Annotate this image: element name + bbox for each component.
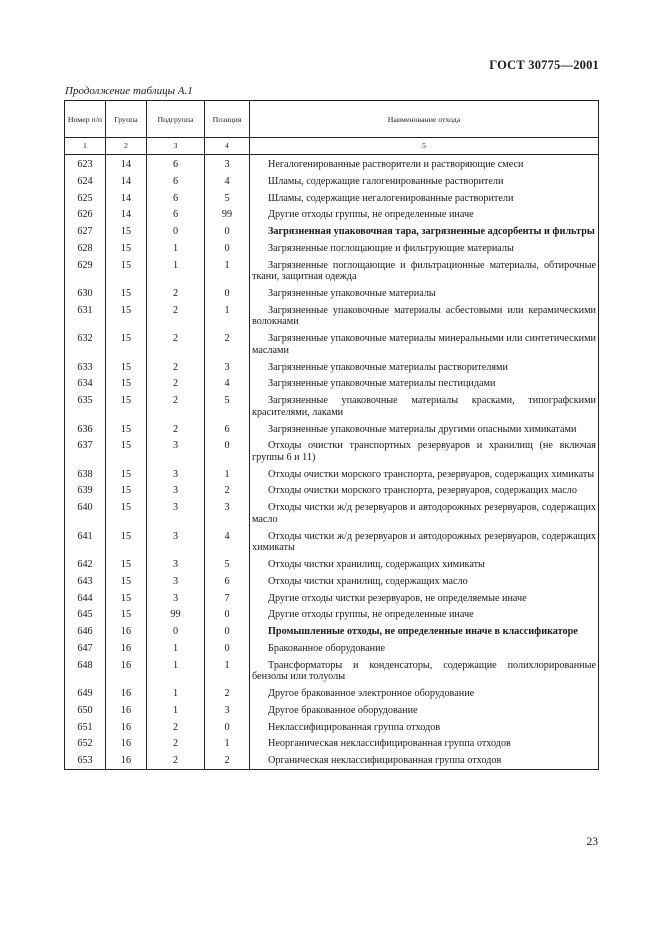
position-cell: 3	[205, 359, 250, 376]
waste-name-cell: Загрязненные поглощающие и фильтрационные материалы, обтирочные ткани, защитная одежда	[250, 257, 599, 285]
table-row	[65, 302, 599, 330]
group-cell: 16	[106, 685, 147, 702]
group-cell: 15	[106, 590, 147, 607]
subgroup-cell: 1	[147, 240, 205, 257]
column-number: 5	[250, 138, 599, 155]
group-cell: 15	[106, 257, 147, 285]
row-number-cell: 635	[65, 393, 106, 421]
position-cell: 5	[205, 556, 250, 573]
position-cell: 0	[205, 719, 250, 736]
group-cell: 15	[106, 528, 147, 556]
column-header-group: Группа	[106, 101, 147, 138]
table-row	[65, 438, 599, 466]
table-row	[65, 207, 599, 224]
waste-name-cell: Отходы очистки транспортных резервуаров и хранилищ (не включая группы 6 и 11)	[250, 438, 599, 466]
waste-name-cell: Загрязненные упаковочные материалы	[250, 285, 599, 302]
group-cell: 16	[106, 624, 147, 641]
row-number-cell: 639	[65, 483, 106, 500]
waste-name-cell: Загрязненные упаковочные материалы минеральными или синтетическими маслами	[250, 331, 599, 359]
subgroup-cell: 2	[147, 302, 205, 330]
waste-name-cell: Загрязненные упаковочные материалы растворителями	[250, 359, 599, 376]
table-row	[65, 702, 599, 719]
row-number-cell: 627	[65, 224, 106, 241]
table-row	[65, 624, 599, 641]
position-cell: 1	[205, 736, 250, 753]
column-number-row	[65, 138, 599, 155]
row-number-cell: 629	[65, 257, 106, 285]
position-cell: 0	[205, 640, 250, 657]
subgroup-cell: 3	[147, 500, 205, 528]
row-number-cell: 644	[65, 590, 106, 607]
row-number-cell: 651	[65, 719, 106, 736]
waste-name-cell: Другое бракованное оборудование	[250, 702, 599, 719]
waste-name-cell: Отходы чистки хранилищ, содержащих химикаты	[250, 556, 599, 573]
position-cell: 1	[205, 257, 250, 285]
group-cell: 15	[106, 302, 147, 330]
subgroup-cell: 99	[147, 607, 205, 624]
group-cell: 15	[106, 224, 147, 241]
table-row	[65, 155, 599, 174]
waste-name-cell: Шламы, содержащие галогенированные растворители	[250, 173, 599, 190]
waste-classification-table	[64, 100, 599, 770]
subgroup-cell: 1	[147, 657, 205, 685]
row-number-cell: 640	[65, 500, 106, 528]
subgroup-cell: 6	[147, 207, 205, 224]
table-row	[65, 528, 599, 556]
group-cell: 15	[106, 500, 147, 528]
waste-name-cell: Другие отходы группы, не определенные иначе	[250, 607, 599, 624]
position-cell: 0	[205, 285, 250, 302]
document-code: ГОСТ 30775—2001	[489, 58, 599, 72]
row-number-cell: 624	[65, 173, 106, 190]
waste-name-cell: Отходы очистки морского транспорта, резервуаров, содержащих химикаты	[250, 466, 599, 483]
position-cell: 6	[205, 573, 250, 590]
group-cell: 15	[106, 359, 147, 376]
row-number-cell: 649	[65, 685, 106, 702]
waste-name-cell: Бракованное оборудование	[250, 640, 599, 657]
table-row	[65, 556, 599, 573]
row-number-cell: 630	[65, 285, 106, 302]
column-header-position: Позиция	[205, 101, 250, 138]
position-cell: 4	[205, 173, 250, 190]
row-number-cell: 637	[65, 438, 106, 466]
group-cell: 15	[106, 573, 147, 590]
group-cell: 15	[106, 438, 147, 466]
waste-name-cell: Другие отходы группы, не определенные иначе	[250, 207, 599, 224]
table-row	[65, 736, 599, 753]
subgroup-cell: 2	[147, 736, 205, 753]
group-cell: 15	[106, 607, 147, 624]
position-cell: 4	[205, 376, 250, 393]
column-number: 4	[205, 138, 250, 155]
subgroup-cell: 1	[147, 257, 205, 285]
row-number-cell: 636	[65, 421, 106, 438]
group-cell: 16	[106, 736, 147, 753]
waste-name-cell: Органическая неклассифицированная группа отходов	[250, 753, 599, 770]
subgroup-cell: 1	[147, 685, 205, 702]
waste-name-cell: Загрязненные поглощающие и фильтрующие материалы	[250, 240, 599, 257]
waste-name-cell: Другие отходы чистки резервуаров, не определяемые иначе	[250, 590, 599, 607]
row-number-cell: 638	[65, 466, 106, 483]
waste-name-cell: Загрязненные упаковочные материалы другими опасными химикатами	[250, 421, 599, 438]
group-cell: 15	[106, 421, 147, 438]
group-cell: 14	[106, 207, 147, 224]
row-number-cell: 648	[65, 657, 106, 685]
row-number-cell: 632	[65, 331, 106, 359]
waste-name-cell: Загрязненные упаковочные материалы пестицидами	[250, 376, 599, 393]
waste-name-cell: Неорганическая неклассифицированная группа отходов	[250, 736, 599, 753]
position-cell: 1	[205, 657, 250, 685]
group-cell: 14	[106, 155, 147, 174]
row-number-cell: 623	[65, 155, 106, 174]
table-row	[65, 607, 599, 624]
table-row	[65, 393, 599, 421]
row-number-cell: 633	[65, 359, 106, 376]
subgroup-cell: 6	[147, 190, 205, 207]
table-row	[65, 640, 599, 657]
subgroup-cell: 2	[147, 719, 205, 736]
waste-name-cell: Отходы чистки ж/д резервуаров и автодорожных резервуаров, содержащих масло	[250, 500, 599, 528]
subgroup-cell: 2	[147, 331, 205, 359]
column-number: 2	[106, 138, 147, 155]
table-row	[65, 224, 599, 241]
subgroup-cell: 3	[147, 528, 205, 556]
waste-name-cell: Промышленные отходы, не определенные иначе в классификаторе	[250, 624, 599, 641]
table-row	[65, 376, 599, 393]
subgroup-cell: 3	[147, 573, 205, 590]
group-cell: 15	[106, 376, 147, 393]
row-number-cell: 625	[65, 190, 106, 207]
table-row	[65, 173, 599, 190]
subgroup-cell: 2	[147, 393, 205, 421]
table-header-row	[65, 101, 599, 138]
table-row	[65, 240, 599, 257]
table-row	[65, 466, 599, 483]
table-row	[65, 719, 599, 736]
position-cell: 0	[205, 438, 250, 466]
waste-name-cell: Загрязненная упаковочная тара, загрязненные адсорбенты и фильтры	[250, 224, 599, 241]
table-row	[65, 753, 599, 770]
subgroup-cell: 3	[147, 466, 205, 483]
table-row	[65, 685, 599, 702]
position-cell: 7	[205, 590, 250, 607]
position-cell: 2	[205, 685, 250, 702]
subgroup-cell: 2	[147, 376, 205, 393]
waste-name-cell: Загрязненные упаковочные материалы асбестовыми или керамическими волокнами	[250, 302, 599, 330]
subgroup-cell: 3	[147, 483, 205, 500]
position-cell: 2	[205, 753, 250, 770]
position-cell: 1	[205, 302, 250, 330]
position-cell: 0	[205, 624, 250, 641]
table-body	[65, 155, 599, 770]
subgroup-cell: 1	[147, 702, 205, 719]
table-row	[65, 257, 599, 285]
group-cell: 15	[106, 556, 147, 573]
row-number-cell: 652	[65, 736, 106, 753]
position-cell: 3	[205, 155, 250, 174]
table-row	[65, 657, 599, 685]
column-header-number: Номер п/п	[65, 101, 106, 138]
column-number: 1	[65, 138, 106, 155]
row-number-cell: 634	[65, 376, 106, 393]
subgroup-cell: 0	[147, 624, 205, 641]
position-cell: 5	[205, 190, 250, 207]
position-cell: 2	[205, 331, 250, 359]
row-number-cell: 653	[65, 753, 106, 770]
position-cell: 99	[205, 207, 250, 224]
row-number-cell: 642	[65, 556, 106, 573]
waste-name-cell: Шламы, содержащие негалогенированные растворители	[250, 190, 599, 207]
column-header-waste-name: Наименование отхода	[250, 101, 599, 138]
table-row	[65, 285, 599, 302]
position-cell: 5	[205, 393, 250, 421]
waste-name-cell: Отходы очистки морского транспорта, резервуаров, содержащих масло	[250, 483, 599, 500]
subgroup-cell: 1	[147, 640, 205, 657]
position-cell: 3	[205, 702, 250, 719]
group-cell: 16	[106, 702, 147, 719]
group-cell: 14	[106, 173, 147, 190]
group-cell: 15	[106, 483, 147, 500]
subgroup-cell: 6	[147, 173, 205, 190]
subgroup-cell: 3	[147, 438, 205, 466]
waste-name-cell: Загрязненные упаковочные материалы красками, типографскими красителями, лаками	[250, 393, 599, 421]
row-number-cell: 641	[65, 528, 106, 556]
table-row	[65, 359, 599, 376]
table-continuation-caption: Продолжение таблицы А.1	[65, 85, 193, 97]
group-cell: 15	[106, 240, 147, 257]
position-cell: 6	[205, 421, 250, 438]
position-cell: 2	[205, 483, 250, 500]
waste-name-cell: Отходы чистки ж/д резервуаров и автодорожных резервуаров, содержащих химикаты	[250, 528, 599, 556]
group-cell: 15	[106, 285, 147, 302]
position-cell: 0	[205, 240, 250, 257]
subgroup-cell: 3	[147, 590, 205, 607]
page-number: 23	[586, 836, 598, 848]
subgroup-cell: 3	[147, 556, 205, 573]
table-row	[65, 421, 599, 438]
group-cell: 15	[106, 331, 147, 359]
subgroup-cell: 2	[147, 285, 205, 302]
waste-name-cell: Негалогенированные растворители и растворяющие смеси	[250, 155, 599, 174]
row-number-cell: 628	[65, 240, 106, 257]
subgroup-cell: 6	[147, 155, 205, 174]
column-number: 3	[147, 138, 205, 155]
table-row	[65, 500, 599, 528]
position-cell: 1	[205, 466, 250, 483]
waste-name-cell: Отходы чистки хранилищ, содержащих масло	[250, 573, 599, 590]
waste-name-cell: Трансформаторы и конденсаторы, содержащие полихлорированные бензолы или толуолы	[250, 657, 599, 685]
row-number-cell: 643	[65, 573, 106, 590]
group-cell: 15	[106, 393, 147, 421]
column-header-subgroup: Подгруппа	[147, 101, 205, 138]
row-number-cell: 645	[65, 607, 106, 624]
row-number-cell: 647	[65, 640, 106, 657]
waste-name-cell: Неклассифицированная группа отходов	[250, 719, 599, 736]
position-cell: 0	[205, 607, 250, 624]
position-cell: 3	[205, 500, 250, 528]
table-row	[65, 483, 599, 500]
group-cell: 16	[106, 753, 147, 770]
group-cell: 14	[106, 190, 147, 207]
subgroup-cell: 2	[147, 753, 205, 770]
table-row	[65, 590, 599, 607]
table-row	[65, 190, 599, 207]
group-cell: 16	[106, 640, 147, 657]
table-row	[65, 331, 599, 359]
row-number-cell: 646	[65, 624, 106, 641]
subgroup-cell: 2	[147, 359, 205, 376]
position-cell: 0	[205, 224, 250, 241]
row-number-cell: 626	[65, 207, 106, 224]
subgroup-cell: 2	[147, 421, 205, 438]
group-cell: 16	[106, 657, 147, 685]
position-cell: 4	[205, 528, 250, 556]
waste-name-cell: Другое бракованное электронное оборудование	[250, 685, 599, 702]
group-cell: 16	[106, 719, 147, 736]
group-cell: 15	[106, 466, 147, 483]
subgroup-cell: 0	[147, 224, 205, 241]
row-number-cell: 650	[65, 702, 106, 719]
row-number-cell: 631	[65, 302, 106, 330]
table-row	[65, 573, 599, 590]
